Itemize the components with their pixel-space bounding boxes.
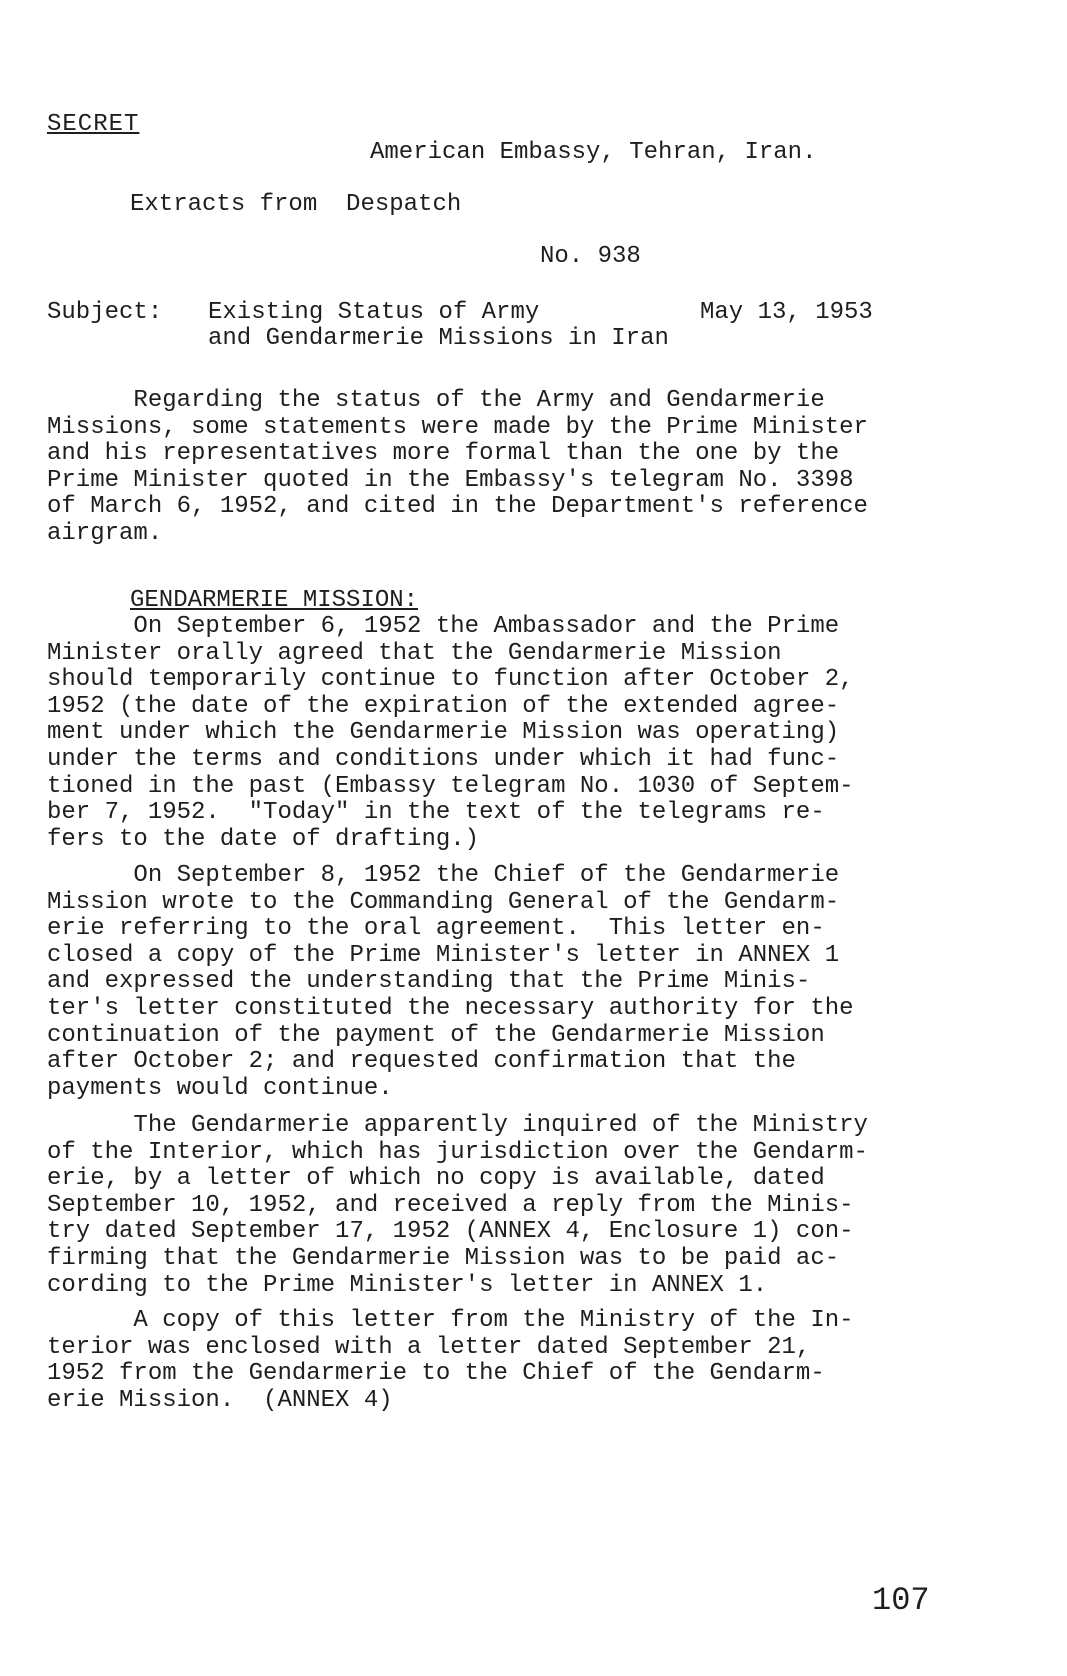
paragraph-oral-agreement: On September 6, 1952 the Ambassador and the Prime Minister orally agreed that the Gendarmerie Mission should temporarily continue to function after October 2, 1952 (the date of the expiration of the extended agree- ment under which the Gendarmerie Mission was operating) under the terms and conditions under which it had func- tioned in the past (Embassy telegram No. 1030 of Septem- ber 7, 1952. "Today" in the text of the telegrams re- fers to the date of drafting.) [47, 613, 854, 853]
section-heading-gendarmerie: GENDARMERIE MISSION: [130, 587, 419, 614]
classification-marking: SECRET [47, 111, 140, 138]
embassy-location: American Embassy, Tehran, Iran. [370, 139, 817, 166]
despatch-number: No. 938 [540, 243, 641, 270]
subject-line-2: and Gendarmerie Missions in Iran [208, 325, 669, 352]
subject-label: Subject: [47, 299, 163, 326]
extracts-heading: Extracts from Despatch [130, 191, 462, 218]
page-number: 107 [872, 1582, 930, 1619]
subject-line-1: Existing Status of Army [208, 299, 540, 326]
paragraph-chief-letter: On September 8, 1952 the Chief of the Gendarmerie Mission wrote to the Commanding General of the Gendarm- erie referring to the oral agreement. This letter en- closed a copy of the Prime Minister's letter in ANNEX 1 and expressed the understanding that the Prime Minis- ter's letter constituted the necessary authority for the continuation of the payment of the Gendarmerie Mission after October 2; and requested confirmation that the payments would continue. [47, 862, 854, 1102]
document-date: May 13, 1953 [700, 299, 873, 326]
paragraph-enclosed-copy: A copy of this letter from the Ministry of the In- terior was enclosed with a letter dated September 21, 1952 from the Gendarmerie to the Chief of the Gendarm- erie Mission. (ANNEX 4) [47, 1307, 854, 1414]
paragraph-regarding-status: Regarding the status of the Army and Gendarmerie Missions, some statements were made by the Prime Minister and his representatives more formal than the one by the Prime Minister quoted in the Embassy's telegram No. 3398 of March 6, 1952, and cited in the Department's reference airgram. [47, 387, 868, 547]
paragraph-ministry-inquiry: The Gendarmerie apparently inquired of the Ministry of the Interior, which has jurisdiction over the Gendarm- erie, by a letter of which no copy is available, dated September 10, 1952, and received a reply from the Minis- try dated September 17, 1952 (ANNEX 4, Enclosure 1) con- firming that the Gendarmerie Mission was to be paid ac- cording to the Prime Minister's letter in ANNEX 1. [47, 1112, 868, 1299]
